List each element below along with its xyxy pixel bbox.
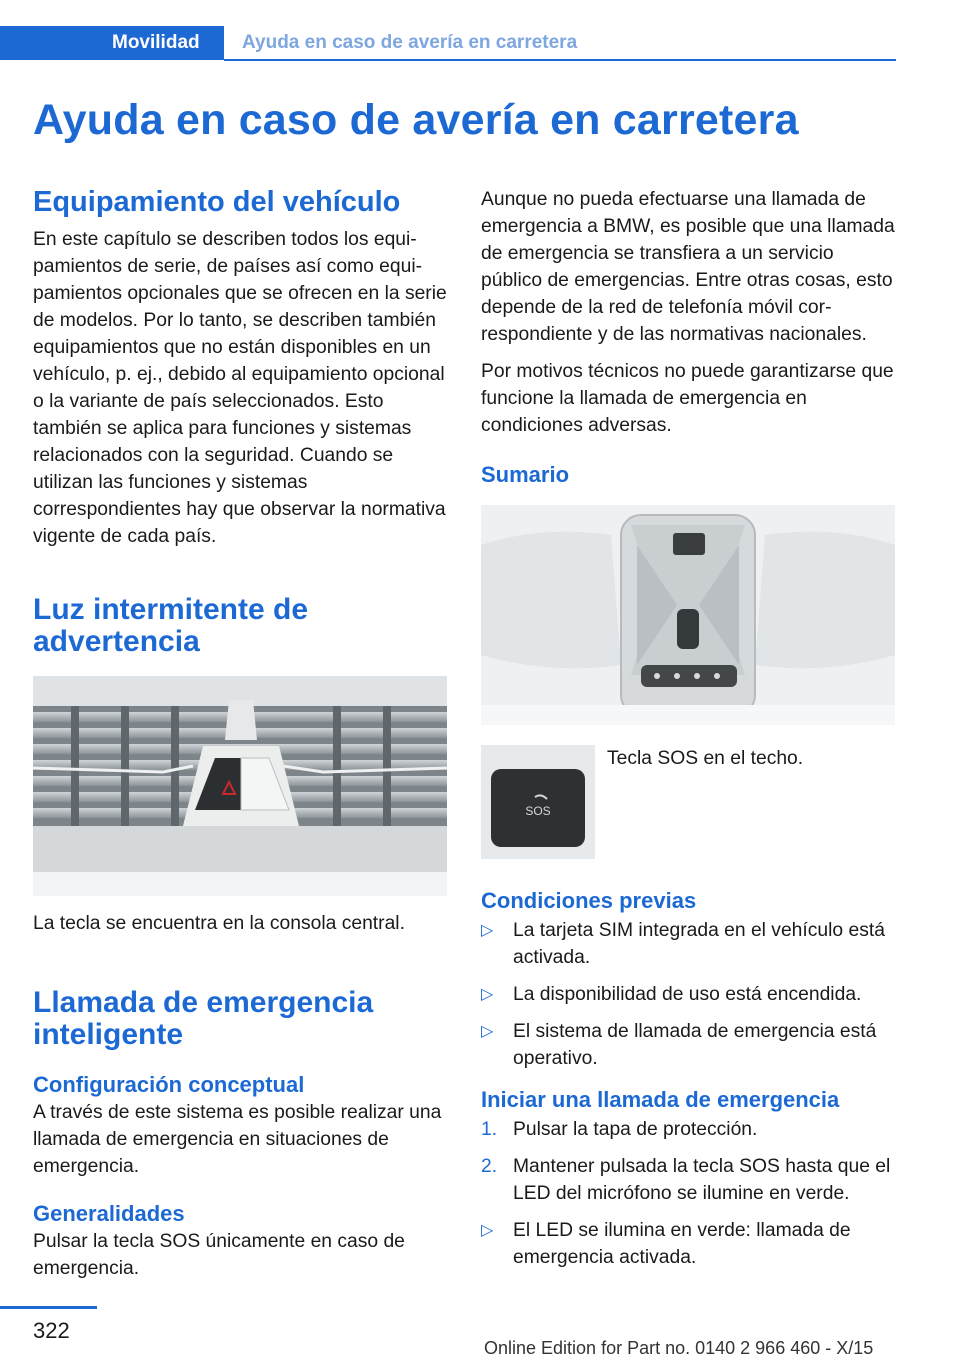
list-item-text: Mantener pulsada la tecla SOS hasta que el LED del micrófono se ilumine en verde.: [513, 1156, 891, 1204]
emergency-call-heading: Llamada de emergencia inteligente: [33, 986, 374, 1051]
vehicle-equipment-heading: Equipamiento del vehículo: [33, 186, 401, 218]
triangle-bullet-icon: ▷: [481, 922, 494, 939]
triangle-bullet-icon: ▷: [481, 1222, 494, 1239]
sos-button-text: SOS: [525, 804, 551, 818]
roof-console-figure: [481, 505, 895, 725]
breadcrumb[interactable]: Ayuda en caso de avería en carretera: [242, 32, 578, 53]
conditions-list: [481, 917, 897, 1072]
page-title: Ayuda en caso de avería en carretera: [33, 96, 799, 144]
edition-note: Online Edition for Part no. 0140 2 966 460 - X/15: [484, 1338, 874, 1358]
list-item-text: La tarjeta SIM integrada en el vehículo está activada.: [513, 920, 885, 968]
list-item: [481, 1116, 897, 1143]
triangle-bullet-icon: ▷: [481, 986, 494, 1003]
sos-caption: Tecla SOS en el techo.: [607, 748, 804, 769]
general-body: Pulsar la tecla SOS únicamente en caso de emergencia.: [33, 1231, 405, 1279]
concept-heading: Configuración conceptual: [33, 1072, 305, 1097]
hazard-heading: Luz intermitente de advertencia: [33, 593, 309, 658]
section-label: Movilidad: [112, 32, 200, 53]
general-heading: Generalidades: [33, 1201, 185, 1226]
list-item: [481, 1217, 897, 1271]
page-number: 322: [33, 1318, 70, 1343]
list-item-text: Pulsar la tapa de protección.: [513, 1119, 758, 1140]
sos-button-illustration: [481, 745, 595, 859]
roof-console-illustration: [481, 505, 895, 725]
technical-note: Por motivos técnicos no puede garantizarse que funcione la llamada de emergencia en condiciones adversas.: [481, 361, 894, 436]
header-rule: [224, 59, 896, 61]
list-item: [481, 1153, 897, 1207]
step-number: 1.: [481, 1119, 498, 1140]
left-column: [33, 180, 449, 1282]
list-item-text: El LED se ilumina en verde: llamada de emergencia activada.: [513, 1220, 851, 1268]
hazard-button-figure: [33, 676, 447, 896]
footer-rule: [0, 1306, 97, 1309]
list-item: [481, 917, 897, 971]
triangle-bullet-icon: ▷: [481, 1023, 494, 1040]
sos-row: [481, 745, 897, 863]
concept-body: A través de este sistema es posible realizar una llamada de emergencia en situaciones de emergencia.: [33, 1102, 442, 1177]
start-call-steps: [481, 1116, 897, 1207]
hazard-caption: La tecla se encuentra en la consola central.: [33, 913, 405, 934]
start-call-heading: Iniciar una llamada de emergencia: [481, 1087, 840, 1112]
page-header: [0, 26, 896, 62]
intro-paragraph: Aunque no pueda efectuarse una llamada de emergencia a BMW, es posible que una llamada de emergencia se transfiera a un servicio público de emergencias. Entre otras cosas, esto depende de la red de telefonía móvil correspondiente y de las normativas nacionales.: [481, 189, 895, 345]
conditions-heading: Condiciones previas: [481, 888, 697, 913]
list-item: [481, 981, 897, 1008]
list-item-text: El sistema de llamada de emergencia está operativo.: [513, 1021, 877, 1069]
start-call-result: [481, 1217, 897, 1271]
list-item: [481, 1018, 897, 1072]
list-item-text: La disponibilidad de uso está encendida.: [513, 984, 862, 1005]
hazard-button-illustration: [33, 676, 447, 896]
section-tab[interactable]: [0, 26, 224, 60]
summary-heading: Sumario: [481, 462, 570, 487]
right-column: [481, 180, 897, 1281]
sos-button-figure: [481, 745, 595, 859]
vehicle-equipment-body: En este capítulo se describen todos los equipamientos de serie, de países así como equipamientos opcionales que se ofrecen en la serie de modelos. Por lo tanto, se describen también equipamientos que no están disponibles en un vehículo, p. ej., debido al equipamiento opcional o la variante de país seleccionados. Esto también se aplica para funciones y sistemas relacionados con la seguridad. Cuando se utilizan las funciones y sistemas correspondientes hay que observar la normativa vigente de cada país.: [33, 229, 447, 547]
step-number: 2.: [481, 1156, 498, 1177]
